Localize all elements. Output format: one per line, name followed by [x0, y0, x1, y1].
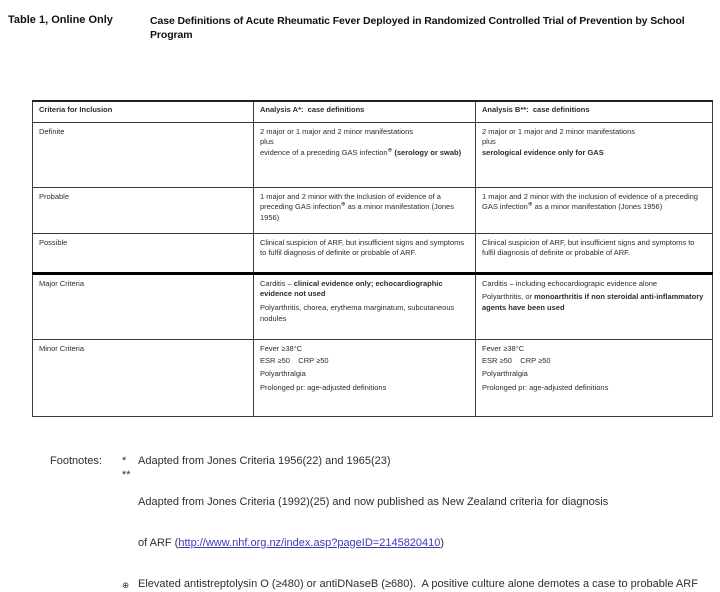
cell-text: Carditis – clinical evidence only; echocardiographic evidence not used	[260, 279, 469, 301]
row-label-major-criteria: Major Criteria	[33, 273, 254, 339]
cell-text: Prolonged pr: age-adjusted definitions	[260, 383, 469, 394]
table-row-minor-criteria	[33, 339, 713, 416]
row-label-definite: Definite	[33, 122, 254, 187]
cell-text: Fever ≥38°C	[482, 344, 706, 355]
table-header-row	[33, 101, 713, 122]
header-analysis-b: Analysis B**: case definitions	[476, 101, 713, 122]
cell-major-analysis-b	[476, 273, 713, 339]
gas-footnote-marker: ⊕	[528, 202, 533, 208]
cell-text: 2 major or 1 major and 2 minor manifestations	[482, 127, 706, 138]
cell-text: serological evidence only for GAS	[482, 148, 706, 159]
cell-text: Fever ≥38°C	[260, 344, 469, 355]
table-row-possible	[33, 233, 713, 273]
footnote-2-text	[138, 469, 710, 577]
table-row-definite	[33, 122, 713, 187]
footnote-3-marker: ⊕	[122, 579, 138, 592]
table-row-probable	[33, 187, 713, 233]
footnotes-label: Footnotes:	[50, 455, 122, 469]
case-definitions-table	[32, 100, 713, 417]
row-label-minor-criteria: Minor Criteria	[33, 339, 254, 416]
cell-text: 1 major and 2 minor with the inclusion of evidence of a preceding GAS infection⊕ as a minor manifestation (Jones 1956)	[260, 192, 469, 225]
cell-minor-analysis-b	[476, 339, 713, 416]
cell-text: Clinical suspicion of ARF, but insufficient signs and symptoms to fulfil diagnosis of definite or probable of ARF.	[260, 238, 469, 260]
footnote-1-text: Adapted from Jones Criteria 1956(22) and 1965(23)	[138, 455, 710, 469]
header-criteria: Criteria for Inclusion	[33, 101, 254, 122]
gas-footnote-marker: ⊕	[341, 202, 346, 208]
cell-text: Polyarthritis, chorea, erythema marginatum, subcutaneous nodules	[260, 303, 469, 325]
footnote-2-line2: of ARF (http://www.nhf.org.nz/index.asp?pageID=2145820410)	[138, 537, 710, 551]
page-title: Case Definitions of Acute Rheumatic Fever Deployed in Randomized Controlled Trial of Prevention by School Program	[150, 14, 710, 42]
footnote-3-text: Elevated antistreptolysin O (≥480) or antiDNaseB (≥680). A positive culture alone demotes a case to probable ARF	[138, 578, 710, 592]
header-analysis-a: Analysis A*: case definitions	[254, 101, 476, 122]
cell-definite-analysis-a	[254, 122, 476, 187]
row-label-possible: Possible	[33, 233, 254, 273]
footnotes-section	[50, 455, 710, 591]
footnote-spacer	[50, 578, 122, 592]
cell-text: Clinical suspicion of ARF, but insufficient signs and symptoms to fulfil diagnosis of definite or probable of ARF.	[482, 238, 706, 260]
cell-text: plus	[260, 137, 469, 148]
cell-definite-analysis-b	[476, 122, 713, 187]
cell-text: Carditis – including echocardiograpic evidence alone	[482, 279, 706, 290]
cell-text: Polyarthritis, or monoarthritis if non steroidal anti-inflammatory agents have been used	[482, 292, 706, 314]
cell-text: ESR ≥50 CRP ≥50	[260, 356, 469, 367]
gas-footnote-marker: ⊕	[388, 148, 393, 154]
cell-text: evidence of a preceding GAS infection⊕ (serology or swab)	[260, 148, 469, 159]
cell-text: Prolonged pr: age-adjusted definitions	[482, 383, 706, 394]
footnote-spacer	[50, 469, 122, 577]
row-label-probable: Probable	[33, 187, 254, 233]
cell-minor-analysis-a	[254, 339, 476, 416]
cell-probable-analysis-a	[254, 187, 476, 233]
cell-text: plus	[482, 137, 706, 148]
table-row-major-criteria	[33, 273, 713, 339]
cell-text: 1 major and 2 minor with the inclusion of evidence of a preceding GAS infection⊕ as a minor manifestation (Jones 1956)	[482, 192, 706, 214]
cell-text: ESR ≥50 CRP ≥50	[482, 356, 706, 367]
nhf-criteria-link[interactable]: http://www.nhf.org.nz/index.asp?pageID=2145820410	[178, 537, 440, 549]
cell-possible-analysis-b	[476, 233, 713, 273]
cell-major-analysis-a	[254, 273, 476, 339]
cell-possible-analysis-a	[254, 233, 476, 273]
table-label: Table 1, Online Only	[8, 14, 113, 26]
footnote-1-marker: *	[122, 455, 138, 469]
cell-probable-analysis-b	[476, 187, 713, 233]
footnote-2-line1: Adapted from Jones Criteria (1992)(25) and now published as New Zealand criteria for diagnosis	[138, 496, 710, 510]
cell-text: Polyarthralgia	[482, 369, 706, 380]
cell-text: Polyarthralgia	[260, 369, 469, 380]
cell-text: 2 major or 1 major and 2 minor manifestations	[260, 127, 469, 138]
footnote-2-marker: **	[122, 469, 138, 577]
